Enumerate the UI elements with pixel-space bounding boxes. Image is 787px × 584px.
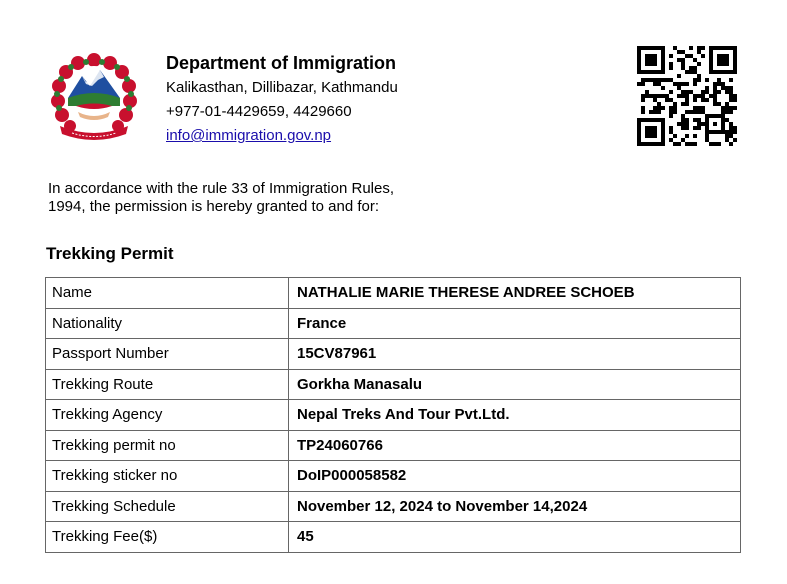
row-value: November 12, 2024 to November 14,2024 — [289, 491, 741, 522]
department-address: Kalikasthan, Dillibazar, Kathmandu — [166, 79, 398, 96]
table-row — [46, 278, 741, 309]
permit-table — [45, 277, 741, 553]
table-row — [46, 430, 741, 461]
row-label: Passport Number — [46, 339, 289, 370]
qr-code-icon — [637, 46, 737, 146]
table-row — [46, 369, 741, 400]
nepal-emblem-icon — [48, 50, 140, 142]
row-label: Trekking Agency — [46, 400, 289, 431]
row-label: Trekking Schedule — [46, 491, 289, 522]
permit-title: Trekking Permit — [46, 244, 174, 263]
table-row — [46, 308, 741, 339]
row-value: 45 — [289, 522, 741, 553]
permission-statement: In accordance with the rule 33 of Immigration Rules, 1994, the permission is hereby granted to and for: — [48, 180, 395, 215]
row-value: Gorkha Manasalu — [289, 369, 741, 400]
row-label: Nationality — [46, 308, 289, 339]
department-phone: +977-01-4429659, 4429660 — [166, 103, 352, 120]
table-row — [46, 461, 741, 492]
row-value: DoIP000058582 — [289, 461, 741, 492]
department-name: Department of Immigration — [166, 53, 397, 73]
table-row — [46, 400, 741, 431]
email-link[interactable]: info@immigration.gov.np — [166, 127, 332, 144]
row-value: 15CV87961 — [289, 339, 741, 370]
row-value: TP24060766 — [289, 430, 741, 461]
table-row — [46, 522, 741, 553]
row-label: Name — [46, 278, 289, 309]
row-value: NATHALIE MARIE THERESE ANDREE SCHOEB — [289, 278, 741, 309]
row-value: France — [289, 308, 741, 339]
row-label: Trekking Route — [46, 369, 289, 400]
table-row — [46, 491, 741, 522]
row-value: Nepal Treks And Tour Pvt.Ltd. — [289, 400, 741, 431]
row-label: Trekking Fee($) — [46, 522, 289, 553]
table-row — [46, 339, 741, 370]
department-header — [166, 53, 398, 151]
row-label: Trekking permit no — [46, 430, 289, 461]
row-label: Trekking sticker no — [46, 461, 289, 492]
